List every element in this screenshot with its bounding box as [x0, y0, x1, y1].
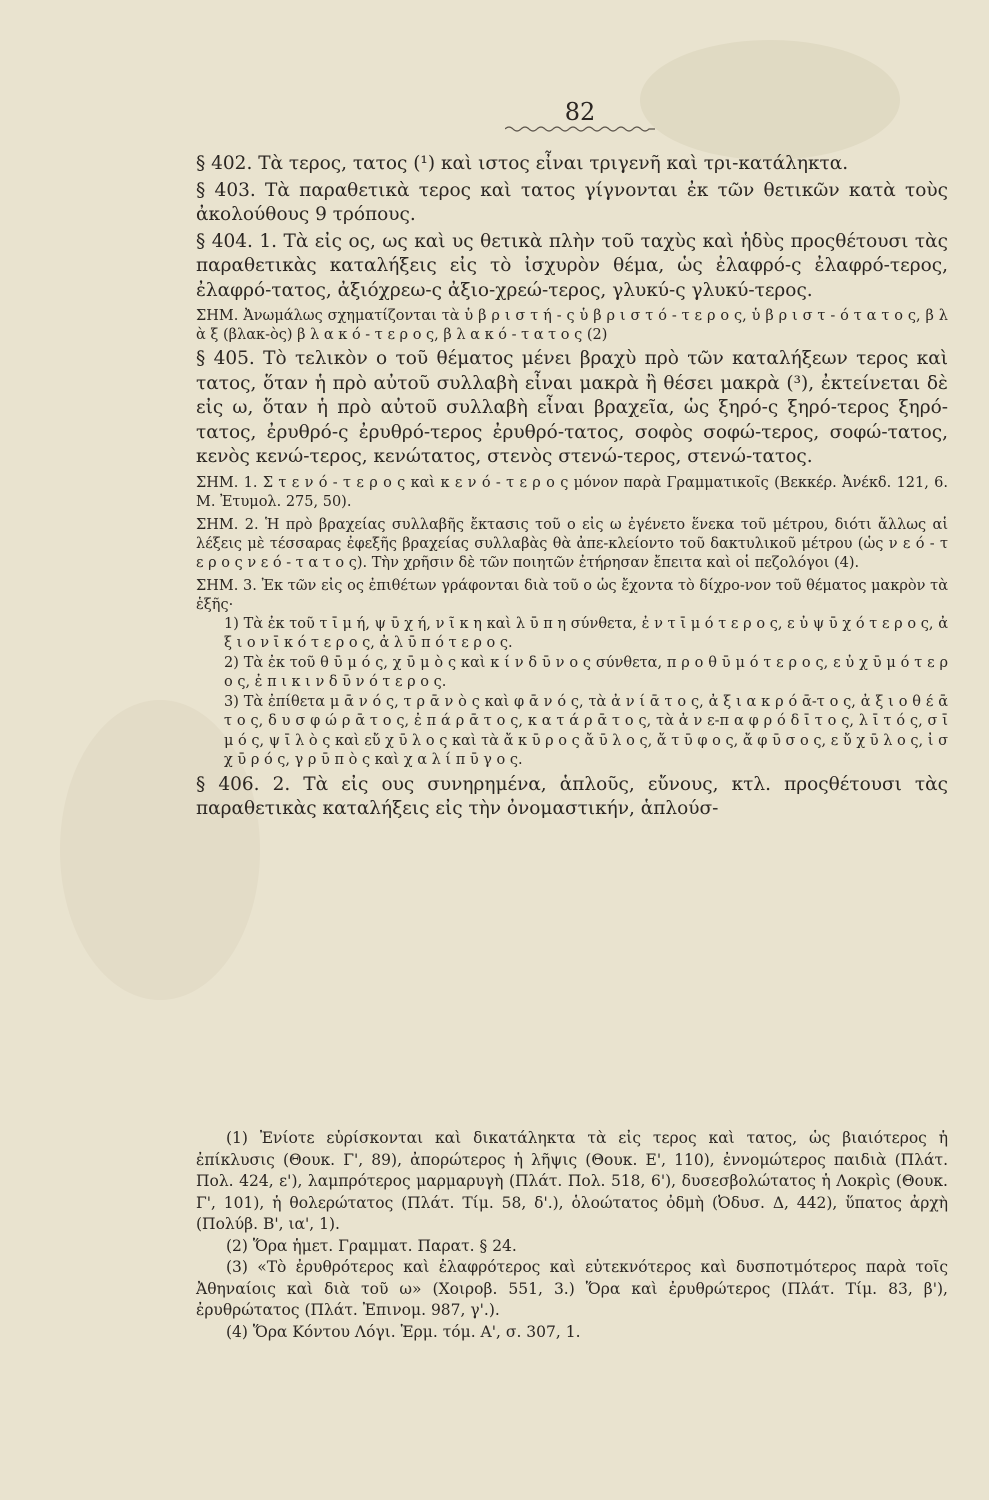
note-3-item-1: 1) Τὰ ἐκ τοῦ τ ῑ μ ή, ψ ῡ χ ή, ν ῖ κ η καὶ λ ῡ π η σύνθετα, ἐ ν τ ῑ μ ό τ ε ρ ο ς, ε ὐ ψ ῡ χ ό τ ε ρ ο ς, ἀ ξ ι ο ν ῑ κ ό τ ε ρ ο ς, ἀ λ ῡ π ό τ ε ρ ο ς. — [224, 615, 948, 651]
section-402: § 402. Τὰ τερος, τατος (¹) καὶ ιστος εἶναι τριγενῆ καὶ τρι-κατάληκτα. — [196, 153, 849, 174]
section-406: § 406. 2. Τὰ εἰς ους συνηρημένα, ἁπλοῦς, εὔνους, κτλ. προςθέτουσι τὰς παραθετικὰς καταλήξεις εἰς τὴν ὀνομαστικήν, ἁπλούσ- — [196, 773, 948, 819]
main-text — [196, 150, 948, 822]
note-3-item-2: 2) Τὰ ἐκ τοῦ θ ῡ μ ό ς, χ ῡ μ ὸ ς καὶ κ ί ν δ ῡ ν ο ς σύνθετα, π ρ ο θ ῡ μ ό τ ε ρ ο ς, ε ὐ χ ῡ μ ό τ ε ρ ο ς, ἐ π ι κ ι ν δ ῡ ν ό τ ε ρ ο ς. — [224, 654, 948, 690]
section-405: § 405. Τὸ τελικὸν ο τοῦ θέματος μένει βραχὺ πρὸ τῶν καταλήξεων τερος καὶ τατος, ὅταν ἡ πρὸ αὐτοῦ συλλαβὴ εἶναι μακρὰ ἢ θέσει μακρὰ (³), ἐκτείνεται δὲ εἰς ω, ὅταν ἡ πρὸ αὐτοῦ συλλαβὴ εἶναι βραχεῖα, ὡς ξηρό-ς ξηρό-τερος ξηρό-τατος, ἐρυθρό-ς ἐρυθρό-τερος ἐρυθρό-τατος, σοφὸς σοφώ-τερος, σοφώ-τατος, κενὸς κενώ-τερος, κενώτατος, στενὸς στενώ-τερος, στενώ-τατος. — [196, 348, 948, 467]
footnote-2: (2) Ὅρα ἡμετ. Γραμματ. Παρατ. § 24. — [226, 1236, 517, 1255]
section-403: § 403. Τὰ παραθετικὰ τερος καὶ τατος γίγνονται ἐκ τῶν θετικῶν κατὰ τοὺς ἀκολούθους 9 τρόπους. — [196, 179, 948, 225]
note-2: ΣΗΜ. 2. Ἡ πρὸ βραχείας συλλαβῆς ἔκτασις τοῦ ο εἰς ω ἐγένετο ἕνεκα τοῦ μέτρου, διότι ἄλλως αἱ λέξεις μὲ τέσσαρας ἐφεξῆς βραχείας συλλαβὰς θὰ ἀπε-κλείοντο τοῦ δακτυλικοῦ μέτρου (ὡς ν ε ό - τ ε ρ ο ς ν ε ό - τ α τ ο ς). Τὴν χρῆσιν δὲ τῶν ποιητῶν ἐτήρησαν ἔπειτα καὶ οἱ πεζολόγοι (4). — [196, 516, 948, 571]
page-number: 82 — [564, 98, 596, 126]
note-1: ΣΗΜ. 1. Σ τ ε ν ό - τ ε ρ ο ς καὶ κ ε ν ό - τ ε ρ ο ς μόνον παρὰ Γραμματικοῖς (Βεκκέρ. Ἀνέκδ. 121, 6. Μ. Ἐτυμολ. 275, 50). — [196, 474, 948, 510]
section-404: § 404. 1. Τὰ εἰς ος, ως καὶ υς θετικὰ πλὴν τοῦ ταχὺς καὶ ἡδὺς προςθέτουσι τὰς παραθετικὰς καταλήξεις εἰς τὸ ἰσχυρὸν θέμα, ὡς ἐλαφρό-ς ἐλαφρό-τερος, ἐλαφρό-τατος, ἀξιόχρεω-ς ἀξιο-χρεώ-τερος, γλυκύ-ς γλυκύ-τερος. — [196, 230, 948, 301]
note-3: ΣΗΜ. 3. Ἐκ τῶν εἰς ος ἐπιθέτων γράφονται διὰ τοῦ ο ὡς ἔχοντα τὸ δίχρο-νον τοῦ θέματος μακρὸν τὰ ἑξῆς· — [196, 577, 948, 613]
footnote-1: (1) Ἐνίοτε εὑρίσκονται καὶ δικατάληκτα τὰ εἰς τερος καὶ τατος, ὡς βιαιότερος ἡ ἐπίκλυσις (Θουκ. Γ', 89), ἀπορώτερος ἡ λῆψις (Θουκ. Ε', 110), ἐννομώτερος παιδιὰ (Πλάτ. Πολ. 424, ε'), λαμπρότερος μαρμαρυγὴ (Πλάτ. Πολ. 518, 6'), δυσεσβολώτατος ἡ Λοκρὶς (Θουκ. Γ', 101), ἡ θολερώτατος (Πλάτ. Τίμ. 58, δ'.), ὁλοώτατος ὀδμὴ (Ὀδυσ. Δ, 442), ὕπατος ἀρχὴ (Πολύβ. Β', ια', 1). — [196, 1129, 948, 1233]
footnotes — [196, 1128, 948, 1343]
decorative-rule — [505, 122, 655, 136]
footnote-4: (4) Ὅρα Κόντου Λόγι. Ἑρμ. τόμ. Α', σ. 307, 1. — [226, 1322, 581, 1341]
paper-stain — [640, 40, 900, 160]
footnote-3: (3) «Τὸ ἐρυθρότερος καὶ ἐλαφρότερος καὶ εὐτεκνότερος καὶ δυσποτμότερος παρὰ τοῖς Ἀθηναίοις καὶ διὰ τοῦ ω» (Χοιροβ. 551, 3.) Ὅρα καὶ ἐρυθρώτερος (Πλάτ. Τίμ. 83, β'), ἐρυθρώτατος (Πλάτ. Ἐπινομ. 987, γ'.). — [196, 1258, 948, 1319]
section-404-note: ΣΗΜ. Ἀνωμάλως σχηματίζονται τὰ ὑ β ρ ι σ τ ή - ς ὑ β ρ ι σ τ ό - τ ε ρ ο ς, ὑ β ρ ι σ τ - ό τ α τ ο ς, β λ ὰ ξ (βλακ-ὸς) β λ α κ ό - τ ε ρ ο ς, β λ α κ ό - τ α τ ο ς (2) — [196, 308, 948, 343]
note-3-item-3: 3) Τὰ ἐπίθετα μ ᾱ ν ό ς, τ ρ ᾱ ν ὸ ς καὶ φ ᾱ ν ό ς, τὰ ἀ ν ί ᾱ τ ο ς, ἀ ξ ι α κ ρ ό ᾱ-τ ο ς, ἀ ξ ι ο θ έ ᾱ τ ο ς, δ υ σ φ ώ ρ ᾱ τ ο ς, ἐ π ά ρ ᾱ τ ο ς, κ α τ ά ρ ᾱ τ ο ς, τὰ ἀ ν ε-π α φ ρ ό δ ῑ τ ο ς, λ ῑ τ ό ς, σ ῑ μ ό ς, ψ ῑ λ ὸ ς καὶ εὔ χ ῡ λ ο ς καὶ τὰ ἄ κ ῡ ρ ο ς ἄ ῡ λ ο ς, ἄ τ ῡ φ ο ς, ἄ φ ῡ σ ο ς, ε ὔ χ ῡ λ ο ς, ἰ σ χ ῡ ρ ό ς, γ ρ ῡ π ὸ ς καὶ χ α λ ί π ῡ γ ο ς. — [224, 693, 948, 768]
